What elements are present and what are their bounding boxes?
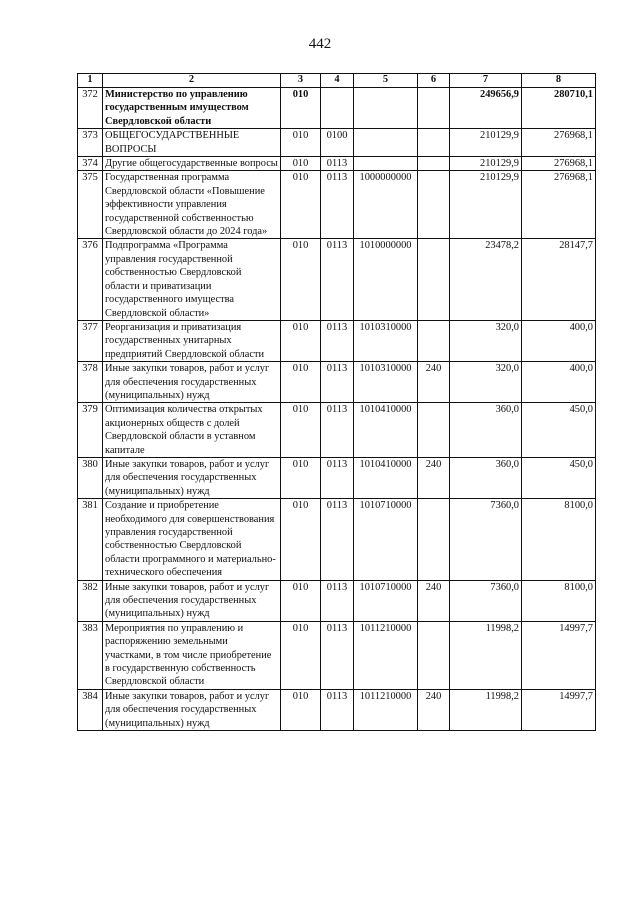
ministry-code-cell: 010 — [281, 88, 321, 129]
table-row — [78, 157, 596, 171]
item-name-cell: Создание и приобретение необходимого для совершенствования управления государственной собственностью Свердловской области программного и материально-технического обеспечения — [103, 499, 281, 580]
expense-type-cell — [418, 129, 450, 157]
section-code-cell: 0113 — [321, 403, 354, 458]
amount-col8-cell: 450,0 — [522, 457, 596, 498]
column-header: 5 — [354, 74, 418, 88]
ministry-code-cell: 010 — [281, 171, 321, 239]
item-name-cell: Министерство по управлению государственным имуществом Свердловской области — [103, 88, 281, 129]
expense-type-cell — [418, 157, 450, 171]
row-number-cell: 382 — [78, 580, 103, 621]
amount-col7-cell: 11998,2 — [450, 621, 522, 689]
section-code-cell: 0113 — [321, 171, 354, 239]
column-header: 1 — [78, 74, 103, 88]
item-name-cell: Мероприятия по управлению и распоряжению земельными участками, в том числе приобретение в государственную собственность Свердловской области — [103, 621, 281, 689]
expense-type-cell: 240 — [418, 689, 450, 730]
table-row — [78, 320, 596, 361]
amount-col7-cell: 249656,9 — [450, 88, 522, 129]
table-row — [78, 129, 596, 157]
amount-col8-cell: 280710,1 — [522, 88, 596, 129]
expense-type-cell: 240 — [418, 362, 450, 403]
column-header: 4 — [321, 74, 354, 88]
expense-type-cell — [418, 403, 450, 458]
table-row — [78, 580, 596, 621]
table-row — [78, 457, 596, 498]
ministry-code-cell: 010 — [281, 239, 321, 320]
amount-col8-cell: 276968,1 — [522, 157, 596, 171]
column-header: 7 — [450, 74, 522, 88]
table-body — [78, 88, 596, 731]
table-row — [78, 689, 596, 730]
item-name-cell: Другие общегосударственные вопросы — [103, 157, 281, 171]
target-article-cell: 1010410000 — [354, 403, 418, 458]
section-code-cell — [321, 88, 354, 129]
section-code-cell: 0100 — [321, 129, 354, 157]
amount-col8-cell: 14997,7 — [522, 689, 596, 730]
expense-type-cell — [418, 171, 450, 239]
section-code-cell: 0113 — [321, 689, 354, 730]
expense-type-cell: 240 — [418, 580, 450, 621]
table-row — [78, 621, 596, 689]
table-row — [78, 88, 596, 129]
column-header: 2 — [103, 74, 281, 88]
section-code-cell: 0113 — [321, 621, 354, 689]
amount-col7-cell: 320,0 — [450, 362, 522, 403]
item-name-cell: Государственная программа Свердловской области «Повышение эффективности управления государственной собственностью Свердловской области до 2024 года» — [103, 171, 281, 239]
ministry-code-cell: 010 — [281, 320, 321, 361]
section-code-cell: 0113 — [321, 457, 354, 498]
target-article-cell — [354, 88, 418, 129]
target-article-cell: 1010710000 — [354, 580, 418, 621]
row-number-cell: 380 — [78, 457, 103, 498]
table-row — [78, 362, 596, 403]
target-article-cell: 1011210000 — [354, 621, 418, 689]
amount-col7-cell: 210129,9 — [450, 129, 522, 157]
expense-type-cell — [418, 499, 450, 580]
section-code-cell: 0113 — [321, 362, 354, 403]
row-number-cell: 384 — [78, 689, 103, 730]
table-row — [78, 403, 596, 458]
table-row — [78, 171, 596, 239]
amount-col8-cell: 450,0 — [522, 403, 596, 458]
target-article-cell — [354, 157, 418, 171]
item-name-cell: Иные закупки товаров, работ и услуг для обеспечения государственных (муниципальных) нужд — [103, 362, 281, 403]
ministry-code-cell: 010 — [281, 689, 321, 730]
ministry-code-cell: 010 — [281, 362, 321, 403]
ministry-code-cell: 010 — [281, 499, 321, 580]
row-number-cell: 383 — [78, 621, 103, 689]
amount-col7-cell: 23478,2 — [450, 239, 522, 320]
ministry-code-cell: 010 — [281, 580, 321, 621]
section-code-cell: 0113 — [321, 320, 354, 361]
section-code-cell: 0113 — [321, 580, 354, 621]
item-name-cell: Иные закупки товаров, работ и услуг для обеспечения государственных (муниципальных) нужд — [103, 689, 281, 730]
table-row — [78, 499, 596, 580]
amount-col8-cell: 276968,1 — [522, 129, 596, 157]
header-row — [78, 74, 596, 88]
row-number-cell: 378 — [78, 362, 103, 403]
target-article-cell: 1010310000 — [354, 320, 418, 361]
item-name-cell: ОБЩЕГОСУДАРСТВЕННЫЕ ВОПРОСЫ — [103, 129, 281, 157]
amount-col8-cell: 14997,7 — [522, 621, 596, 689]
row-number-cell: 374 — [78, 157, 103, 171]
row-number-cell: 373 — [78, 129, 103, 157]
amount-col7-cell: 7360,0 — [450, 580, 522, 621]
ministry-code-cell: 010 — [281, 457, 321, 498]
expense-type-cell — [418, 239, 450, 320]
page-number: 442 — [308, 36, 332, 52]
row-number-cell: 377 — [78, 320, 103, 361]
item-name-cell: Реорганизация и приватизация государственных унитарных предприятий Свердловской области — [103, 320, 281, 361]
amount-col7-cell: 360,0 — [450, 403, 522, 458]
row-number-cell: 375 — [78, 171, 103, 239]
budget-table — [77, 73, 596, 731]
amount-col7-cell: 11998,2 — [450, 689, 522, 730]
target-article-cell: 1010710000 — [354, 499, 418, 580]
ministry-code-cell: 010 — [281, 129, 321, 157]
column-header: 3 — [281, 74, 321, 88]
amount-col8-cell: 276968,1 — [522, 171, 596, 239]
row-number-cell: 381 — [78, 499, 103, 580]
row-number-cell: 376 — [78, 239, 103, 320]
section-code-cell: 0113 — [321, 239, 354, 320]
table-row — [78, 239, 596, 320]
item-name-cell: Подпрограмма «Программа управления государственной собственностью Свердловской области и приватизации государственного имущества Свердловской области» — [103, 239, 281, 320]
amount-col7-cell: 360,0 — [450, 457, 522, 498]
amount-col8-cell: 8100,0 — [522, 580, 596, 621]
expense-type-cell — [418, 621, 450, 689]
item-name-cell: Иные закупки товаров, работ и услуг для обеспечения государственных (муниципальных) нужд — [103, 457, 281, 498]
amount-col7-cell: 210129,9 — [450, 157, 522, 171]
amount-col7-cell: 210129,9 — [450, 171, 522, 239]
target-article-cell: 1000000000 — [354, 171, 418, 239]
amount-col7-cell: 320,0 — [450, 320, 522, 361]
amount-col7-cell: 7360,0 — [450, 499, 522, 580]
ministry-code-cell: 010 — [281, 403, 321, 458]
expense-type-cell: 240 — [418, 457, 450, 498]
expense-type-cell — [418, 320, 450, 361]
target-article-cell — [354, 129, 418, 157]
amount-col8-cell: 28147,7 — [522, 239, 596, 320]
ministry-code-cell: 010 — [281, 157, 321, 171]
row-number-cell: 379 — [78, 403, 103, 458]
amount-col8-cell: 400,0 — [522, 320, 596, 361]
section-code-cell: 0113 — [321, 157, 354, 171]
item-name-cell: Иные закупки товаров, работ и услуг для обеспечения государственных (муниципальных) нужд — [103, 580, 281, 621]
column-header: 8 — [522, 74, 596, 88]
amount-col8-cell: 8100,0 — [522, 499, 596, 580]
column-header: 6 — [418, 74, 450, 88]
target-article-cell: 1010000000 — [354, 239, 418, 320]
expense-type-cell — [418, 88, 450, 129]
target-article-cell: 1010310000 — [354, 362, 418, 403]
item-name-cell: Оптимизация количества открытых акционерных обществ с долей Свердловской области в уставном капитале — [103, 403, 281, 458]
target-article-cell: 1011210000 — [354, 689, 418, 730]
amount-col8-cell: 400,0 — [522, 362, 596, 403]
target-article-cell: 1010410000 — [354, 457, 418, 498]
ministry-code-cell: 010 — [281, 621, 321, 689]
section-code-cell: 0113 — [321, 499, 354, 580]
row-number-cell: 372 — [78, 88, 103, 129]
